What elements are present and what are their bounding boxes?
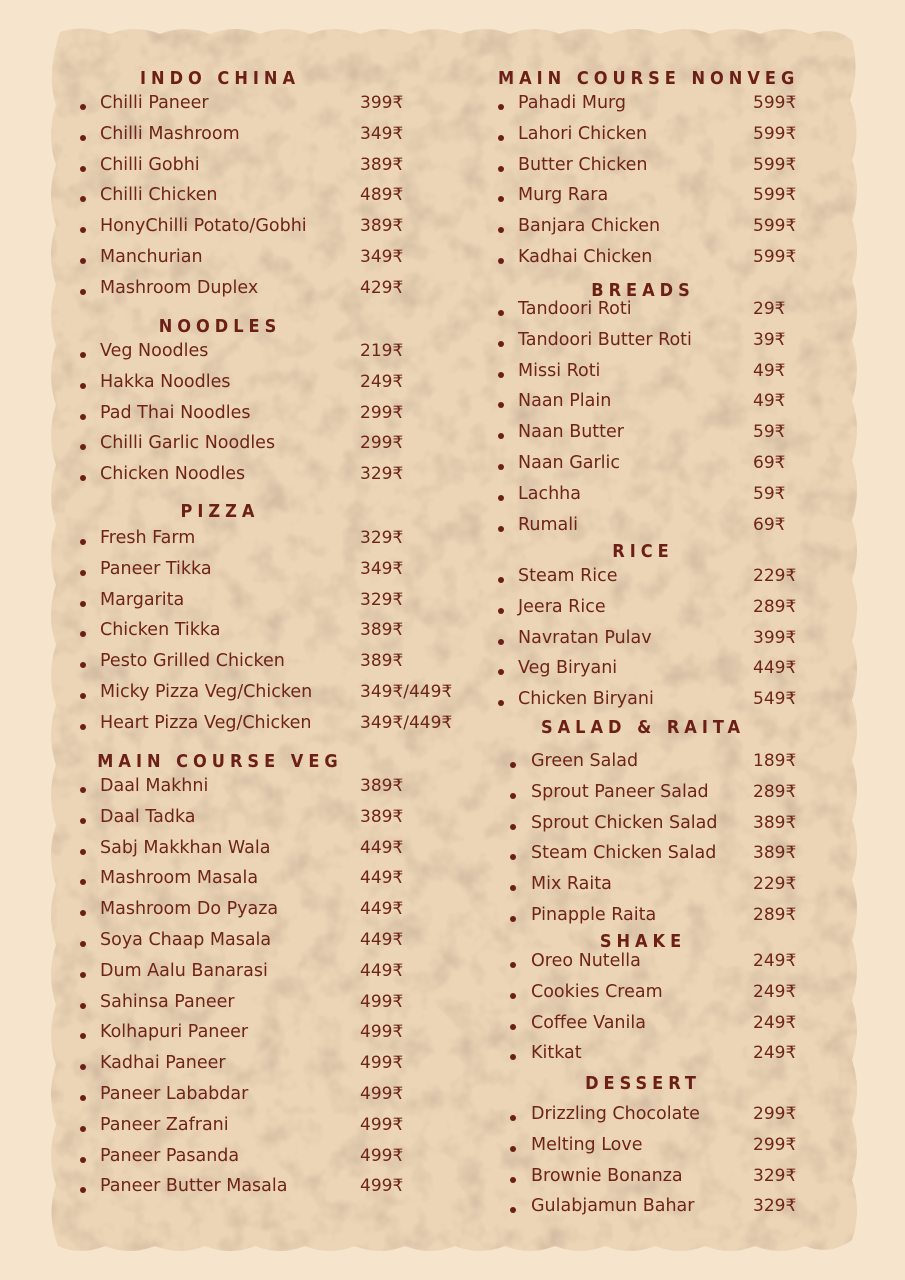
menu-item-price: 499₹ [360,1114,404,1135]
menu-item-name: Veg Noodles [100,341,209,361]
menu-item-name: Mashroom Duplex [100,277,259,298]
bullet-icon [498,608,504,614]
menu-item-name: Gulabjamun Bahar [531,1196,695,1217]
menu-item-price: 29₹ [753,299,786,319]
bullet-icon [80,104,86,110]
menu-item-price: 219₹ [360,341,404,361]
menu-item-name: Kolhapuri Paneer [100,1022,249,1043]
menu-item-name: Daal Makhni [100,776,209,796]
bullet-icon [80,383,86,389]
bullet-icon [498,104,504,110]
menu-item-name: Chicken Noodles [100,464,246,485]
bullet-icon [498,341,504,347]
bullet-icon [498,526,504,532]
menu-item-price: 329₹ [753,1196,797,1217]
menu-item-price: 449₹ [360,960,404,981]
menu-item-price: 249₹ [360,371,404,392]
bullet-icon [80,539,86,545]
menu-item-name: Brownie Bonanza [531,1165,683,1186]
menu-item-name: Naan Butter [518,422,624,443]
menu-item-price: 489₹ [360,185,404,206]
menu-item-price: 429₹ [360,277,404,298]
menu-item-name: Jeera Rice [518,596,606,617]
menu-item-name: Chilli Paneer [100,93,209,113]
section-title-pizza: PIZZA [180,501,260,522]
menu-item-price: 499₹ [360,1053,404,1074]
section-title-indo-china: INDO CHINA [140,68,300,89]
menu-item-name: Soya Chaap Masala [100,930,272,950]
menu-item-name: Daal Tadka [100,806,196,827]
bullet-icon [510,1024,516,1030]
menu-item-price: 349₹ [360,558,404,579]
menu-item-name: Tandoori Butter Roti [518,329,692,350]
menu-item-name: Pahadi Murg [518,93,627,113]
bullet-icon [80,818,86,824]
menu-item-name: Kadhai Chicken [518,247,653,267]
menu-item-price: 599₹ [753,123,797,144]
bullet-icon [498,166,504,172]
bullet-icon [80,414,86,420]
menu-item-name: Tandoori Roti [518,299,632,319]
bullet-icon [498,310,504,316]
menu-item-price: 59₹ [753,483,786,504]
menu-item-price: 389₹ [360,620,404,641]
bullet-icon [510,824,516,830]
bullet-icon [80,849,86,855]
section-title-breads: BREADS [591,280,695,301]
menu-item-name: Paneer Butter Masala [100,1176,288,1197]
menu-item-price: 289₹ [753,905,797,925]
menu-item-name: Paneer Zafrani [100,1114,229,1135]
menu-item-name: Kitkat [531,1043,582,1064]
menu-item-name: Chicken Tikka [100,620,221,641]
menu-item-name: Lachha [518,483,582,504]
menu-item-price: 549₹ [753,689,797,710]
menu-item-price: 59₹ [753,422,786,443]
menu-item-name: Kadhai Paneer [100,1053,226,1074]
menu-item-name: Margarita [100,589,185,610]
menu-item-price: 229₹ [753,566,797,586]
bullet-icon [80,258,86,264]
menu-item-price: 229₹ [753,874,797,895]
menu-item-name: HonyChilli Potato/Gobhi [100,216,307,237]
menu-item-name: Chilli Mashroom [100,123,240,144]
section-title-dessert: DESSERT [585,1073,701,1094]
menu-item-price: 599₹ [753,185,797,206]
menu-item-price: 49₹ [753,360,786,381]
menu-item-name: Cookies Cream [531,981,663,1002]
menu-item-price: 499₹ [360,1145,404,1166]
bullet-icon [80,787,86,793]
menu-item-name: Pesto Grilled Chicken [100,651,285,672]
menu-item-price: 299₹ [360,402,404,423]
menu-item-price: 299₹ [753,1104,797,1124]
menu-item-name: Chilli Gobhi [100,154,200,175]
menu-item-name: Dum Aalu Banarasi [100,960,268,981]
menu-item-price: 69₹ [753,514,786,535]
menu-item-price: 249₹ [753,1012,797,1033]
bullet-icon [80,1095,86,1101]
section-title-main-course-nonveg: MAIN COURSE NONVEG [498,68,800,89]
menu-item-price: 449₹ [360,837,404,858]
menu-item-price: 449₹ [360,930,404,950]
menu-item-price: 499₹ [360,1022,404,1043]
menu-item-name: Butter Chicken [518,154,648,175]
menu-item-name: Mashroom Masala [100,868,259,889]
menu-item-price: 49₹ [753,391,786,412]
bullet-icon [498,577,504,583]
menu-item-price: 499₹ [360,1084,404,1104]
bullet-icon [510,1177,516,1183]
menu-item-price: 249₹ [753,951,797,971]
menu-item-name: Pad Thai Noodles [100,402,251,423]
menu-item-price: 329₹ [360,528,404,548]
bullet-icon [80,724,86,730]
menu-item-price: 389₹ [753,812,797,833]
menu-item-name: Coffee Vanila [531,1012,646,1033]
menu-item-name: Rumali [518,514,578,535]
bullet-icon [498,464,504,470]
bullet-icon [80,693,86,699]
menu-item-price: 329₹ [753,1165,797,1186]
section-title-rice: RICE [612,541,674,562]
section-title-main-course-veg: MAIN COURSE VEG [97,751,343,772]
menu-item-name: Mix Raita [531,874,612,895]
menu-item-price: 299₹ [360,433,404,454]
menu-item-price: 599₹ [753,216,797,237]
bullet-icon [498,258,504,264]
bullet-icon [510,793,516,799]
menu-item-name: Chilli Garlic Noodles [100,433,276,454]
bullet-icon [80,1003,86,1009]
bullet-icon [80,352,86,358]
bullet-icon [510,962,516,968]
menu-item-price: 289₹ [753,596,797,617]
menu-item-price: 349₹ [360,247,404,267]
menu-item-price: 349₹ [360,123,404,144]
bullet-icon [80,135,86,141]
menu-item-name: Steam Rice [518,566,618,586]
menu-item-name: Manchurian [100,247,203,267]
bullet-icon [80,601,86,607]
menu-item-name: Green Salad [531,751,639,771]
bullet-icon [498,495,504,501]
menu-item-name: Paneer Pasanda [100,1145,240,1166]
menu-item-price: 399₹ [753,627,797,648]
menu-item-name: Murg Rara [518,185,609,206]
menu-item-name: Navratan Pulav [518,627,652,648]
menu-item-price: 449₹ [753,658,797,679]
bullet-icon [80,166,86,172]
menu-item-name: Naan Plain [518,391,612,412]
menu-item-name: Steam Chicken Salad [531,843,717,864]
menu-item-name: Chilli Chicken [100,185,218,206]
bullet-icon [510,993,516,999]
menu-item-price: 299₹ [753,1134,797,1155]
menu-item-name: Banjara Chicken [518,216,661,237]
menu-item-price: 329₹ [360,464,404,485]
menu-item-name: Veg Biryani [518,658,618,679]
bullet-icon [510,762,516,768]
menu-item-price: 499₹ [360,991,404,1012]
bullet-icon [510,1146,516,1152]
menu-item-price: 289₹ [753,781,797,802]
menu-item-price: 389₹ [360,154,404,175]
section-title-shake: SHAKE [599,931,687,952]
menu-item-price: 389₹ [360,776,404,796]
menu-item-name: Paneer Lababdar [100,1084,249,1104]
section-title-salad-raita: SALAD & RAITA [540,717,746,738]
menu-item-price: 189₹ [753,751,797,771]
bullet-icon [510,916,516,922]
menu-item-price: 599₹ [753,247,797,267]
menu-item-price: 389₹ [753,843,797,864]
menu-item-name: Missi Roti [518,360,601,381]
bullet-icon [80,570,86,576]
menu-item-name: Lahori Chicken [518,123,648,144]
bullet-icon [80,941,86,947]
menu-item-price: 389₹ [360,651,404,672]
bullet-icon [498,639,504,645]
menu-item-name: Melting Love [531,1134,643,1155]
menu-item-name: Oreo Nutella [531,951,641,971]
menu-item-price: 69₹ [753,453,786,473]
menu-item-price: 499₹ [360,1176,404,1197]
bullet-icon [498,372,504,378]
menu-item-name: Hakka Noodles [100,371,231,392]
menu-item-price: 39₹ [753,329,786,350]
bullet-icon [510,1115,516,1121]
bullet-icon [80,972,86,978]
menu-item-price: 349₹/449₹ [360,682,453,702]
bullet-icon [498,135,504,141]
menu-item-price: 599₹ [753,154,797,175]
menu-item-name: Paneer Tikka [100,558,212,579]
menu-item-name: Naan Garlic [518,453,621,473]
menu-item-price: 249₹ [753,1043,797,1064]
bullet-icon [80,289,86,295]
menu-item-price: 449₹ [360,868,404,889]
menu-item-price: 599₹ [753,93,797,113]
menu-item-price: 389₹ [360,806,404,827]
menu-item-name: Heart Pizza Veg/Chicken [100,712,312,733]
menu-item-name: Drizzling Chocolate [531,1104,700,1124]
menu-item-name: Mashroom Do Pyaza [100,899,279,920]
menu-item-name: Micky Pizza Veg/Chicken [100,682,313,702]
section-title-noodles: NOODLES [158,316,282,337]
bullet-icon [80,1126,86,1132]
menu-item-name: Sahinsa Paneer [100,991,235,1012]
menu-item-name: Sprout Chicken Salad [531,812,718,833]
menu-item-name: Sprout Paneer Salad [531,781,709,802]
menu-item-price: 399₹ [360,93,404,113]
menu-item-name: Chicken Biryani [518,689,654,710]
menu-item-name: Sabj Makkhan Wala [100,837,271,858]
menu-item-name: Fresh Farm [100,528,196,548]
bullet-icon [80,1157,86,1163]
menu-item-name: Pinapple Raita [531,905,657,925]
menu-item-price: 449₹ [360,899,404,920]
menu-item-price: 249₹ [753,981,797,1002]
menu-item-price: 329₹ [360,589,404,610]
menu-item-price: 349₹/449₹ [360,712,453,733]
menu-item-price: 389₹ [360,216,404,237]
